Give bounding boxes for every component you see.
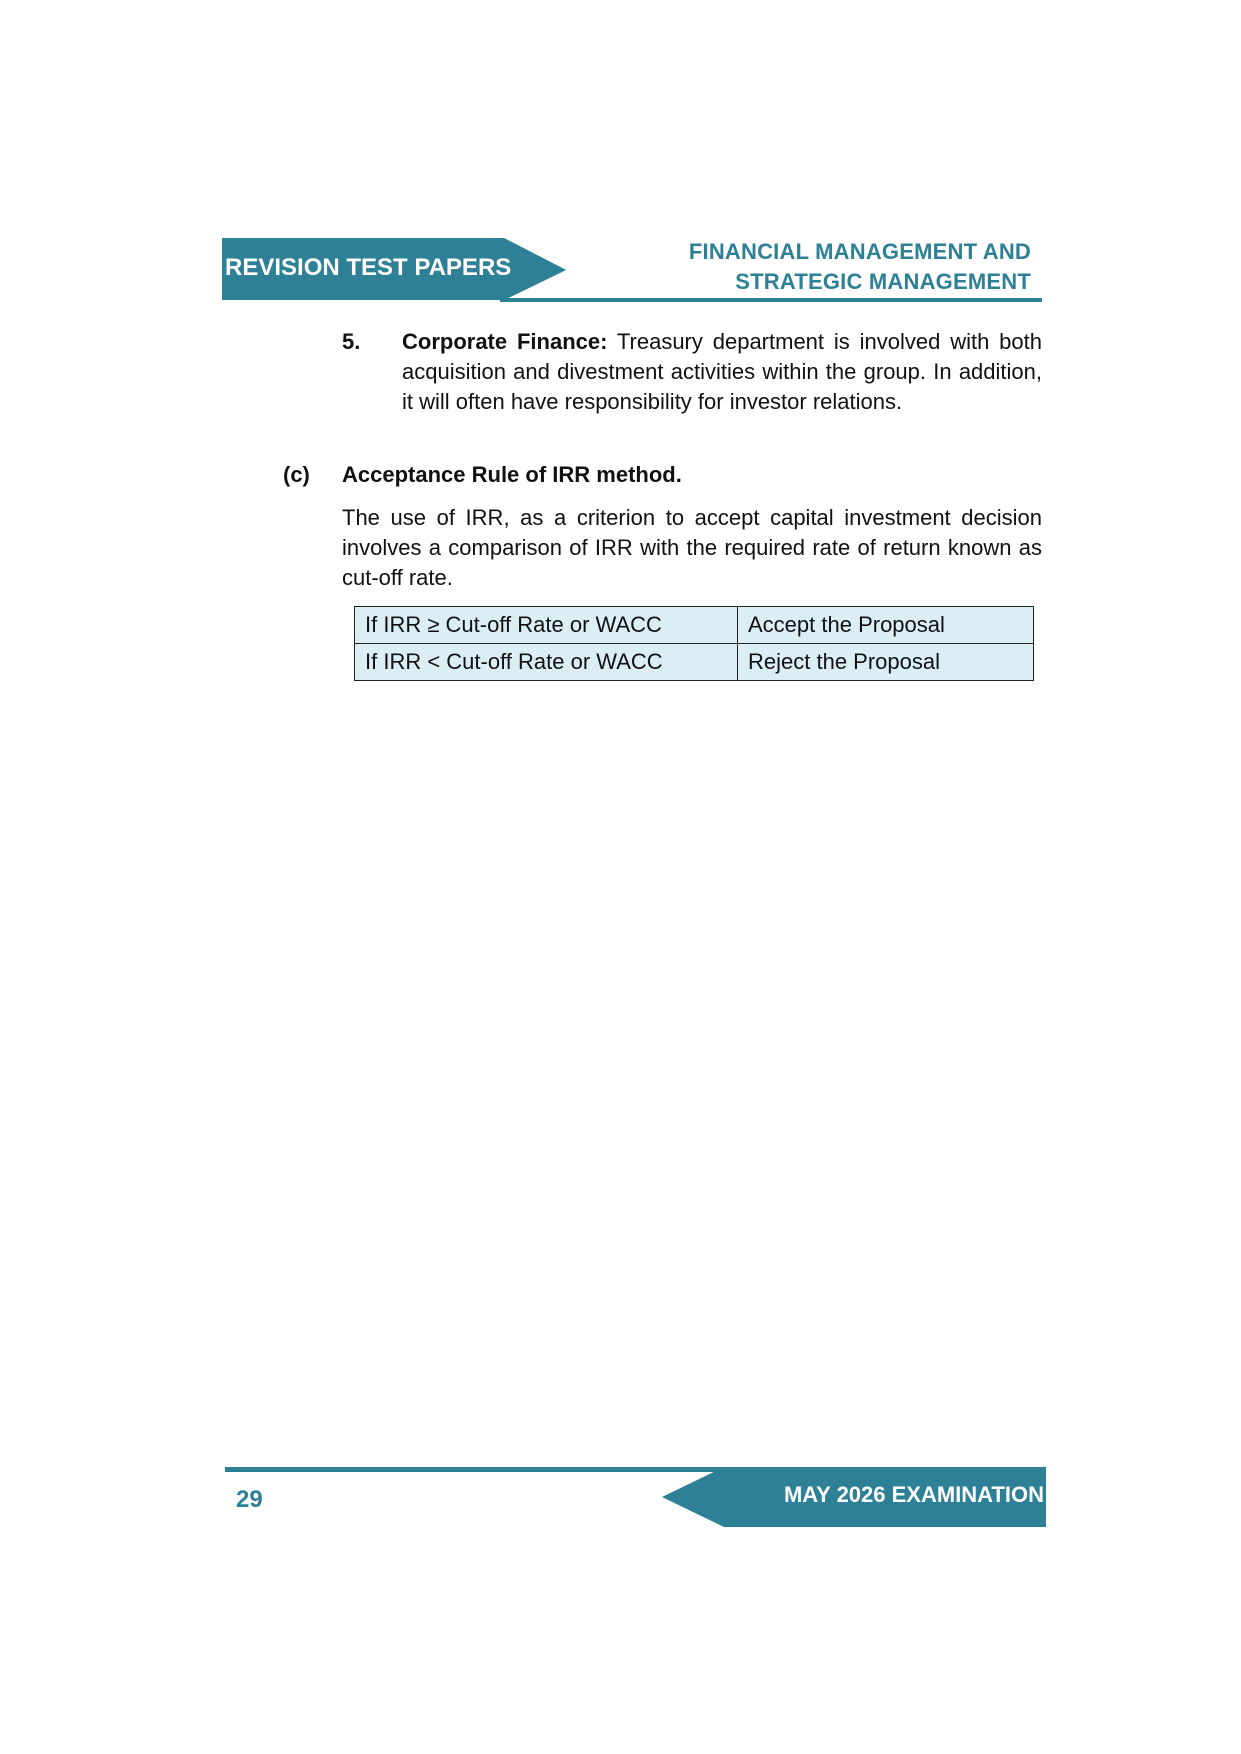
item-5-number: 5. [342,329,361,354]
header-subject-title [689,237,1031,297]
footer-rule [225,1467,730,1472]
item-5-title: Corporate Finance: [402,329,608,354]
table-row [355,607,1034,644]
header-banner [222,238,566,302]
item-5-body [402,327,1042,417]
header-banner-label: REVISION TEST PAPERS [225,254,512,281]
table-row [355,644,1034,681]
footer-exam-label: MAY 2026 EXAMINATION [783,1482,1044,1507]
table-cell-condition: If IRR ≥ Cut-off Rate or WACC [355,607,738,644]
item-5-text: Treasury department is involved with both acquisition and divestment activities within the group. In addition, it will often have responsibility for investor relations. [402,329,1042,414]
section-c-title: Acceptance Rule of IRR method. [342,462,682,487]
header-rule [500,298,1042,302]
header-subject-line-2: STRATEGIC MANAGEMENT [735,269,1031,294]
footer-banner [662,1467,1046,1527]
section-c-label: (c) [283,462,310,487]
header-subject-line-1: FINANCIAL MANAGEMENT AND [688,239,1031,264]
table-cell-decision: Reject the Proposal [738,644,1034,681]
page-number: 29 [236,1486,263,1513]
table-cell-decision: Accept the Proposal [738,607,1034,644]
irr-acceptance-table [354,606,1034,681]
section-c-paragraph: The use of IRR, as a criterion to accept capital investment decision involves a comparison of IRR with the required rate of return known as cut-off rate. [342,505,1042,590]
table-cell-condition: If IRR < Cut-off Rate or WACC [355,644,738,681]
